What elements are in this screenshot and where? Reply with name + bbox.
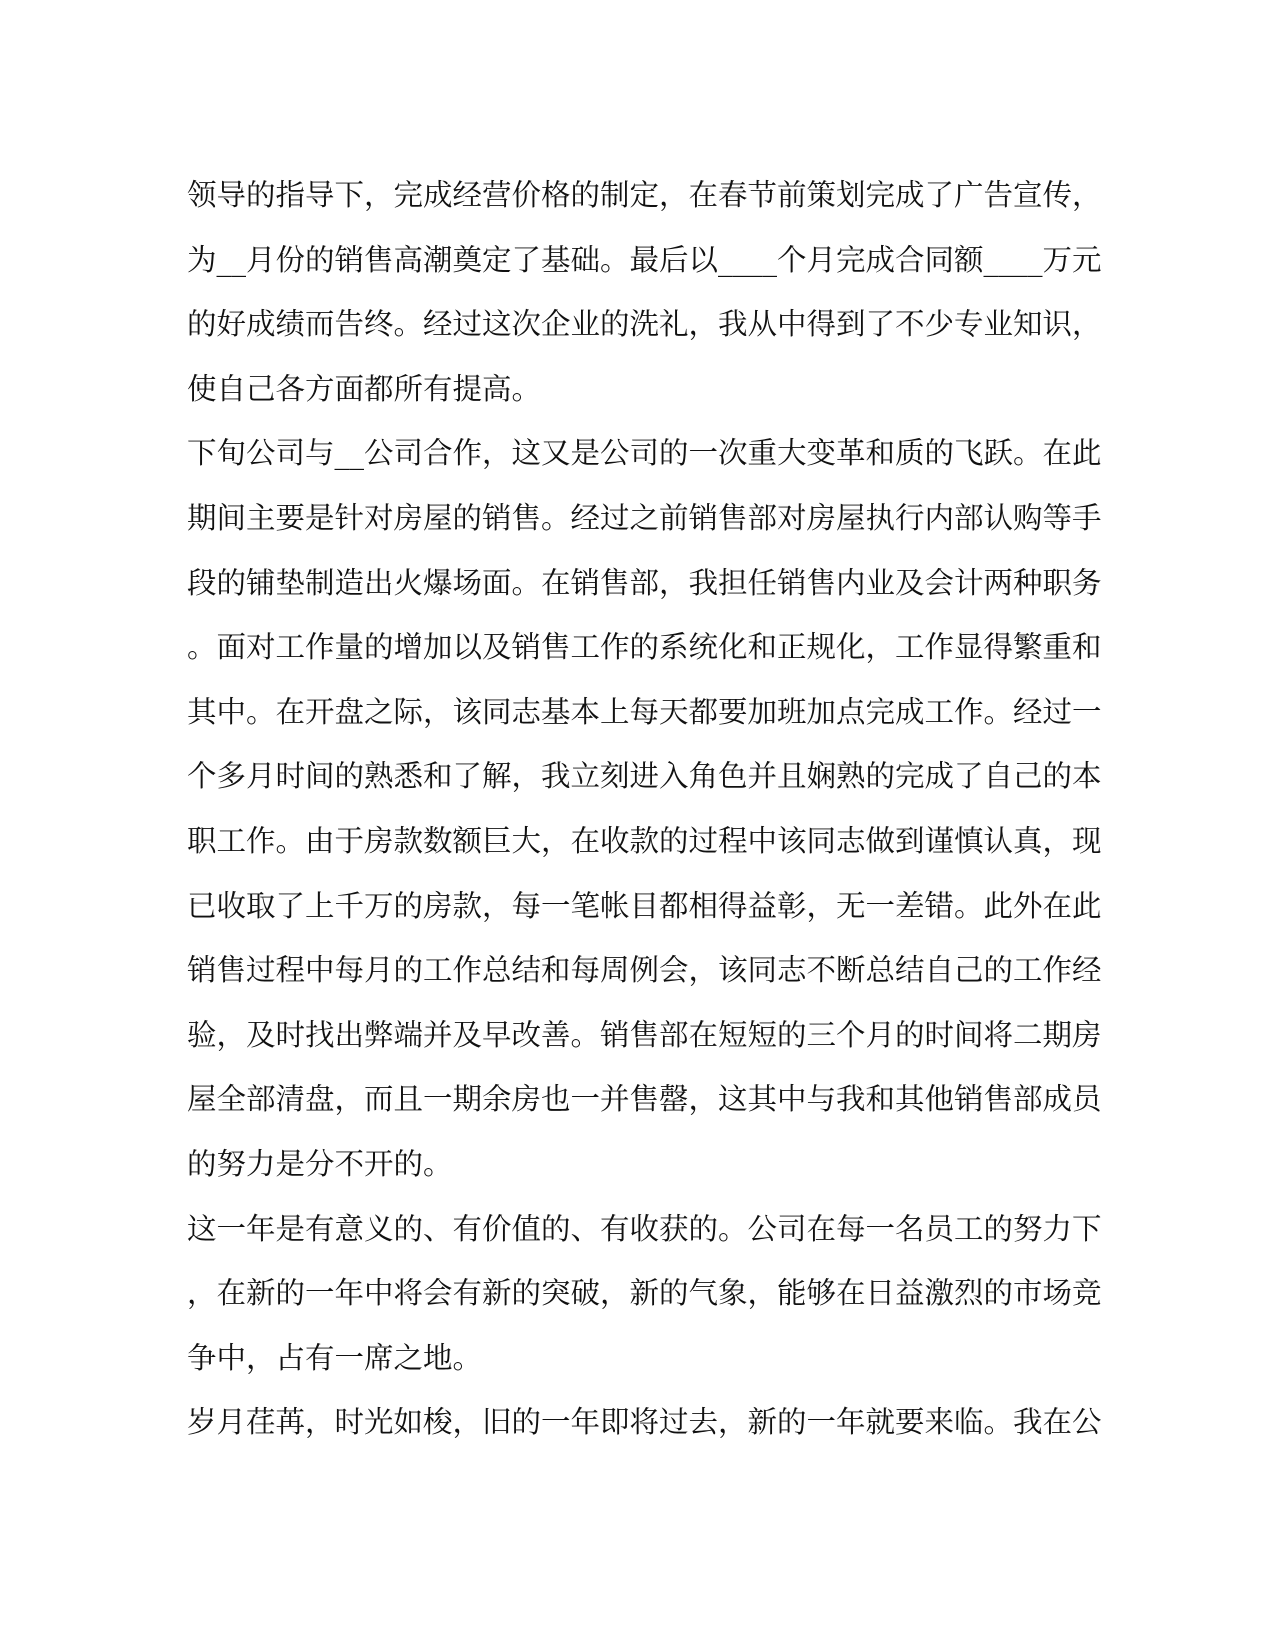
text-line-9: 其中。在开盘之际，该同志基本上每天都要加班加点完成工作。经过一 <box>187 694 1102 729</box>
text-line-4: 使自己各方面都所有提高。 <box>187 371 542 406</box>
text-line-18: ，在新的一年中将会有新的突破，新的气象，能够在日益激烈的市场竞 <box>187 1276 1102 1311</box>
text-line-5: 下旬公司与__公司合作，这又是公司的一次重大变革和质的飞跃。在此 <box>187 436 1102 471</box>
text-line-19: 争中，占有一席之地。 <box>187 1340 483 1375</box>
text-line-14: 验，及时找出弊端并及早改善。销售部在短短的三个月的时间将二期房 <box>187 1017 1102 1052</box>
text-line-7: 段的铺垫制造出火爆场面。在销售部，我担任销售内业及会计两种职务 <box>187 565 1102 600</box>
text-line-10: 个多月时间的熟悉和了解，我立刻进入角色并且娴熟的完成了自己的本 <box>187 759 1102 794</box>
text-line-8: 。面对工作量的增加以及销售工作的系统化和正规化，工作显得繁重和 <box>187 630 1102 665</box>
text-line-3: 的好成绩而告终。经过这次企业的洗礼，我从中得到了不少专业知识， <box>187 307 1102 342</box>
text-line-13: 销售过程中每月的工作总结和每周例会，该同志不断总结自己的工作经 <box>187 953 1102 988</box>
text-line-15: 屋全部清盘，而且一期余房也一并售罄，这其中与我和其他销售部成员 <box>187 1082 1102 1117</box>
text-line-6: 期间主要是针对房屋的销售。经过之前销售部对房屋执行内部认购等手 <box>187 500 1102 535</box>
text-line-12: 已收取了上千万的房款，每一笔帐目都相得益彰，无一差错。此外在此 <box>187 888 1102 923</box>
text-line-20: 岁月荏苒，时光如梭，旧的一年即将过去，新的一年就要来临。我在公 <box>187 1405 1102 1440</box>
text-line-17: 这一年是有意义的、有价值的、有收获的。公司在每一名员工的努力下 <box>187 1211 1102 1246</box>
text-line-11: 职工作。由于房款数额巨大，在收款的过程中该同志做到谨慎认真，现 <box>187 823 1102 858</box>
text-line-2: 为__月份的销售高潮奠定了基础。最后以____个月完成合同额____万元 <box>187 242 1102 277</box>
text-line-16: 的努力是分不开的。 <box>187 1146 453 1181</box>
text-line-1: 领导的指导下，完成经营价格的制定，在春节前策划完成了广告宣传， <box>187 178 1102 212</box>
body-text <box>187 163 1102 1455</box>
